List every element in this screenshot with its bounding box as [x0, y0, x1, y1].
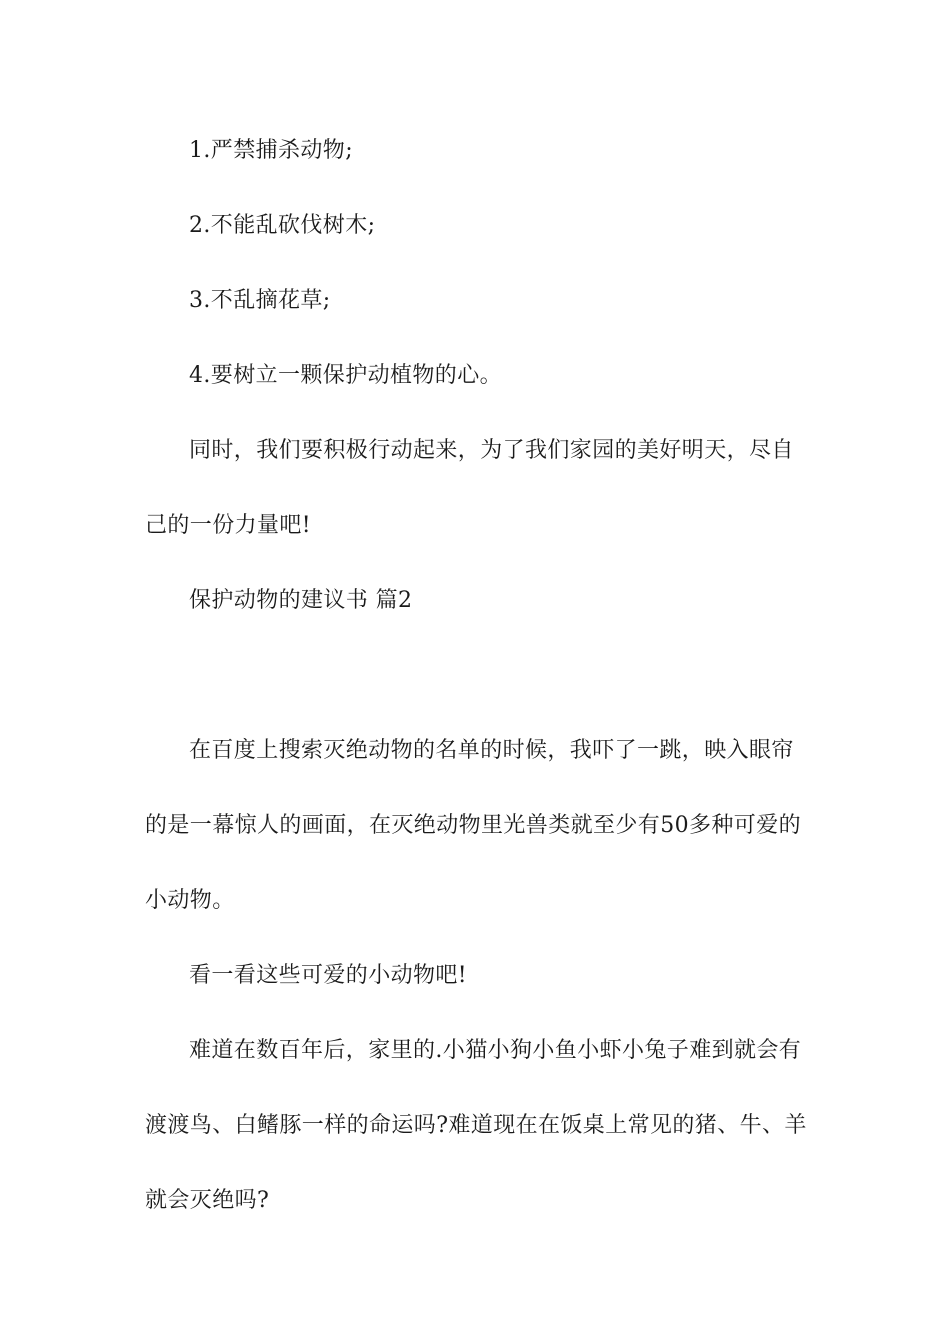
section-heading: 保护动物的建议书 篇2 [189, 588, 413, 613]
paragraph-line: 在百度上搜索灭绝动物的名单的时候，我吓了一跳，映入眼帘 [189, 738, 794, 763]
paragraph-line: 的是一幕惊人的画面，在灭绝动物里光兽类就至少有50多种可爱的 [145, 813, 801, 838]
list-item-4: 4.要树立一颗保护动植物的心。 [189, 363, 502, 388]
paragraph-line: 就会灭绝吗? [145, 1188, 270, 1213]
paragraph-line: 小动物。 [145, 888, 235, 913]
paragraph-line: 己的一份力量吧! [145, 513, 312, 538]
paragraph-line: 同时，我们要积极行动起来，为了我们家园的美好明天，尽自 [189, 438, 794, 463]
list-item-1: 1.严禁捕杀动物; [189, 138, 354, 163]
paragraph-line: 难道在数百年后，家里的.小猫小狗小鱼小虾小兔子难到就会有 [189, 1038, 802, 1063]
list-item-3: 3.不乱摘花草; [189, 288, 331, 313]
paragraph-line: 渡渡鸟、白鳍豚一样的命运吗?难道现在在饭桌上常见的猪、牛、羊 [145, 1113, 807, 1138]
list-item-2: 2.不能乱砍伐树木; [189, 213, 376, 238]
paragraph-line: 看一看这些可爱的小动物吧! [189, 963, 468, 988]
